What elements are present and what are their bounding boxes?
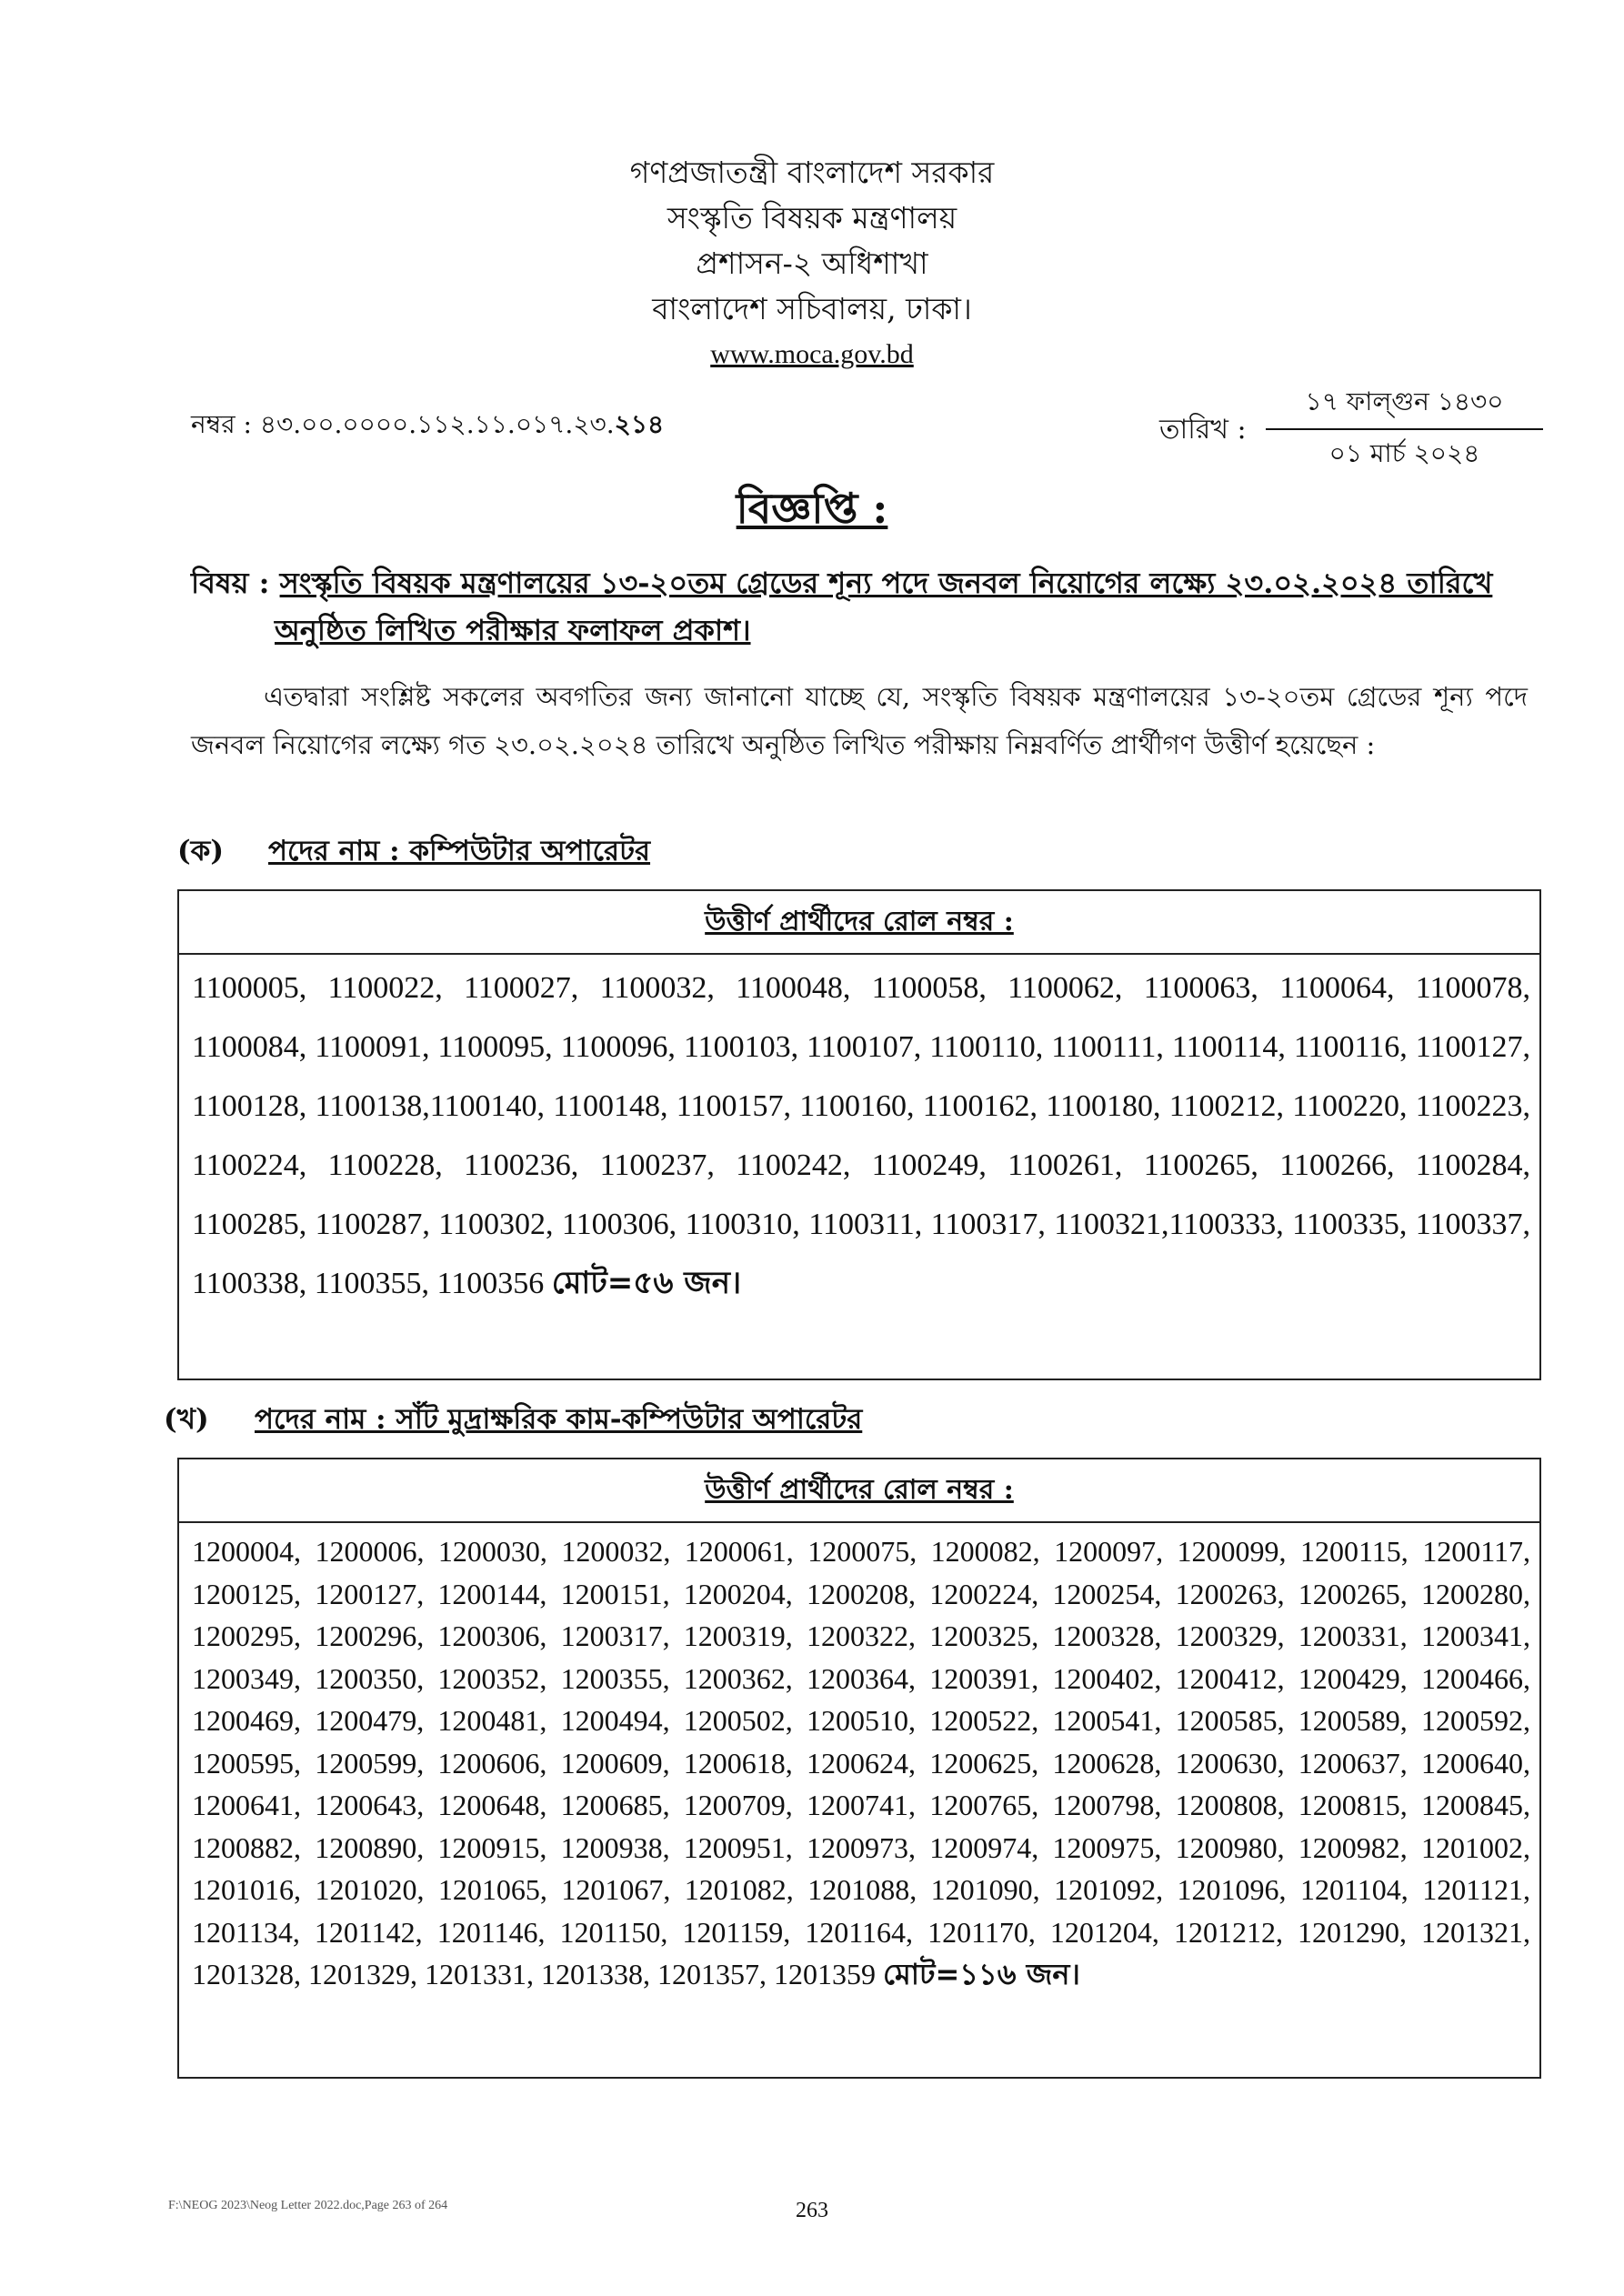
date-label: তারিখ : [1159,414,1247,446]
section-b-table [177,1458,1541,2079]
section-a-rolls: 1100005, 1100022, 1100027, 1100032, 1100048, 1100058, 1100062, 1100063, 1100064, 1100078, 1100084, 1100091, 1100095, 1100096, 1100103, 1100107, 1100110, 1100111, 1100114, 1100116, 1100127, 1100128, 1100138,1100140, 1100148, 1100157, 1100160, 1100162, 1100180, 1100212, 1100220, 1100223, 1100224, 1100228, 1100236, 1100237, 1100242, 1100249, 1100261, 1100265, 1100266, 1100284, 1100285, 1100287, 1100302, 1100306, 1100310, 1100311, 1100317, 1100321,1100333, 1100335, 1100337, 1100338, 1100355, 1100356 [192,971,1530,1300]
date-english: ০১ মার্চ ২০২৪ [1328,438,1480,468]
notice-title-text: বিজ্ঞপ্তি : [736,484,888,533]
section-b-table-header-text: উত্তীর্ণ প্রার্থীদের রোল নম্বর : [705,1474,1014,1506]
letterhead [0,150,1624,377]
section-a-roll-list [179,955,1539,1313]
section-b-roll-list [179,1523,1539,1996]
section-b-heading [164,1398,862,1445]
reference-number [191,405,664,447]
branch-name: প্রশাসন-২ অধিশাখা [696,246,928,281]
subject [191,559,1528,654]
reference-prefix: নম্বর : ৪৩.০০.০০০০.১১২.১১.০১৭.২৩. [191,409,615,439]
section-b-total: মোট=১১৬ জন। [883,1957,1080,1991]
section-a-mark: (ক) [177,835,225,867]
section-b-post: পদের নাম : সাঁট মুদ্রাক্ষরিক কাম-কম্পিউটার অপারেটর [255,1403,863,1436]
page-number: 263 [796,2199,828,2222]
section-a-total: মোট=৫৬ জন। [551,1265,742,1301]
section-b-table-header [179,1459,1539,1523]
section-a-table-header [179,891,1539,955]
notice-title [0,477,1624,546]
date-bangla: ১৭ ফাল্গুন ১৪৩০ [1266,382,1543,430]
reference-suffix: ২১৪ [614,409,665,439]
section-a-heading [177,829,650,877]
notice-body: এতদ্বারা সংশ্লিষ্ট সকলের অবগতির জন্য জানানো যাচ্ছে যে, সংস্কৃতি বিষয়ক মন্ত্রণালয়ের ১৩-২০তম গ্রেডের শূন্য পদে জনবল নিয়োগের লক্ষ্যে গত ২৩.০২.২০২৪ তারিখে অনুষ্ঠিত লিখিত পরীক্ষায় নিম্নবর্ণিত প্রার্থীগণ উত্তীর্ণ হয়েছেন : [191,681,1528,760]
govt-name: গণপ্রজাতন্ত্রী বাংলাদেশ সরকার [629,155,995,190]
subject-line-2: অনুষ্ঠিত লিখিত পরীক্ষার ফলাফল প্রকাশ। [275,613,751,647]
address: বাংলাদেশ সচিবালয়, ঢাকা। [652,291,972,326]
section-a-post: পদের নাম : কম্পিউটার অপারেটর [268,835,651,867]
subject-label: বিষয় : [191,566,270,600]
file-path-footer: F:\NEOG 2023\Neog Letter 2022.doc,Page 263 of 264 [168,2199,448,2212]
website-link[interactable]: www.moca.gov.bd [710,339,914,369]
section-a-table-header-text: উত্তীর্ণ প্রার্থীদের রোল নম্বর : [705,906,1014,937]
subject-line-1: সংস্কৃতি বিষয়ক মন্ত্রণালয়ের ১৩-২০তম গ্রেডের শূন্য পদে জনবল নিয়োগের লক্ষ্যে ২৩.০২.২০২৪ তারিখে [279,566,1493,600]
section-a-table [177,889,1541,1380]
date-block [1266,382,1543,476]
section-b-rolls: 1200004, 1200006, 1200030, 1200032, 1200061, 1200075, 1200082, 1200097, 1200099, 1200115, 1200117, 1200125, 1200127, 1200144, 1200151, 1200204, 1200208, 1200224, 1200254, 1200263, 1200265, 1200280, 1200295, 1200296, 1200306, 1200317, 1200319, 1200322, 1200325, 1200328, 1200329, 1200331, 1200341, 1200349, 1200350, 1200352, 1200355, 1200362, 1200364, 1200391, 1200402, 1200412, 1200429, 1200466, 1200469, 1200479, 1200481, 1200494, 1200502, 1200510, 1200522, 1200541, 1200585, 1200589, 1200592, 1200595, 1200599, 1200606, 1200609, 1200618, 1200624, 1200625, 1200628, 1200630, 1200637, 1200640, 1200641, 1200643, 1200648, 1200685, 1200709, 1200741, 1200765, 1200798, 1200808, 1200815, 1200845, 1200882, 1200890, 1200915, 1200938, 1200951, 1200973, 1200974, 1200975, 1200980, 1200982, 1201002, 1201016, 1201020, 1201065, 1201067, 1201082, 1201088, 1201090, 1201092, 1201096, 1201104, 1201121, 1201134, 1201142, 1201146, 1201150, 1201159, 1201164, 1201170, 1201204, 1201212, 1201290, 1201321, 1201328, 1201329, 1201331, 1201338, 1201357, 1201359 [192,1535,1530,1990]
ministry-name: সংস্কৃতি বিষয়ক মন্ত্রণালয় [667,200,957,236]
section-b-mark: (খ) [164,1403,209,1436]
